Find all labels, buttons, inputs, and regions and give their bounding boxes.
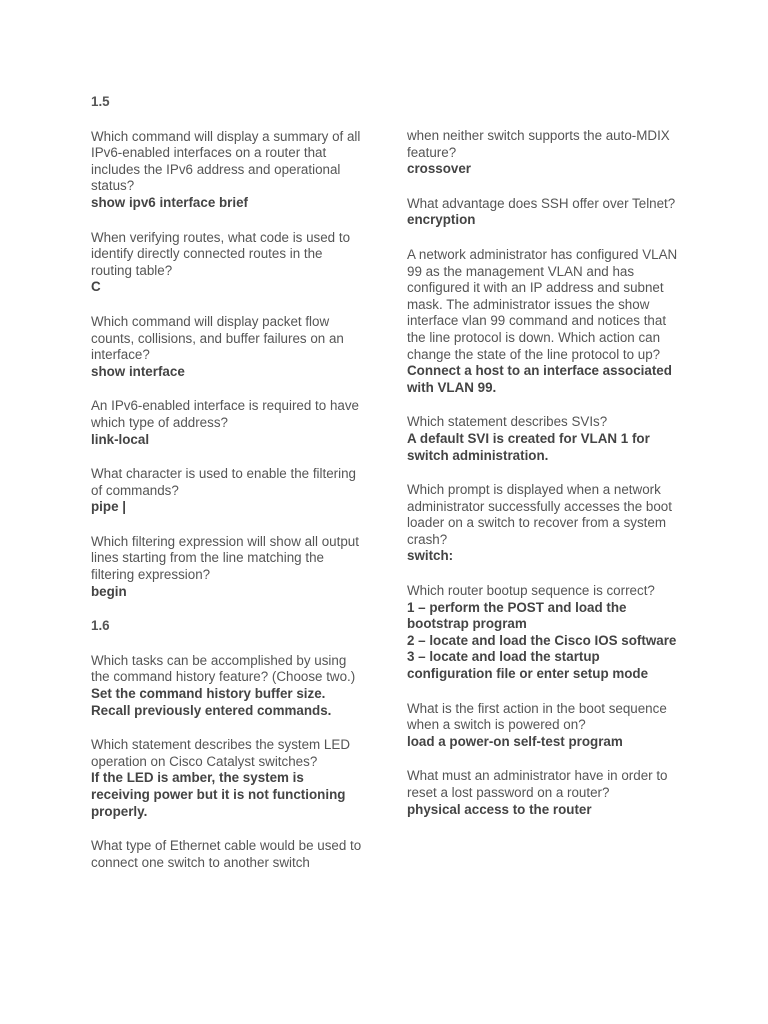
- answer-text: Connect a host to an interface associated with VLAN 99.: [407, 363, 672, 395]
- right-column: [407, 128, 683, 836]
- answer-text: link-local: [91, 431, 150, 447]
- answer-text: pipe |: [91, 499, 126, 515]
- qa-item: [407, 583, 683, 683]
- question-text: What advantage does SSH offer over Telnet?: [407, 195, 676, 211]
- qa-item: [407, 196, 683, 229]
- qa-item: [91, 737, 363, 820]
- question-text: Which statement describes SVIs?: [407, 414, 608, 430]
- question-text: Which filtering expression will show all output lines starting from the line matching the filtering expression?: [91, 533, 359, 583]
- answer-line: 2 – locate and load the Cisco IOS software: [407, 632, 677, 648]
- answer-text: C: [91, 279, 101, 295]
- answer-text: If the LED is amber, the system is receiving power but it is not functioning properly.: [91, 770, 346, 819]
- question-text: Which tasks can be accomplished by using the command history feature? (Choose two.): [91, 652, 356, 685]
- question-text: What type of Ethernet cable would be used to connect one switch to another switch: [91, 838, 362, 870]
- section-heading-1-6: 1.6: [91, 618, 110, 634]
- qa-item: [91, 398, 363, 448]
- answer-text: crossover: [407, 161, 472, 177]
- qa-item: [407, 768, 683, 818]
- question-text: What character is used to enable the filtering of commands?: [91, 466, 356, 498]
- answer-line: Recall previously entered commands.: [91, 702, 332, 718]
- qa-item: [407, 414, 683, 464]
- answer-line: 1 – perform the POST and load the bootstrap program: [407, 599, 627, 632]
- qa-item: [91, 230, 363, 296]
- qa-item: [91, 466, 363, 516]
- question-text: Which command will display packet flow counts, collisions, and buffer failures on an interface?: [91, 313, 344, 363]
- answer-text: begin: [91, 583, 127, 599]
- answer-text: [407, 600, 683, 683]
- question-text: A network administrator has configured VLAN 99 as the management VLAN and has configured it with an IP address and subnet mask. The administrator issues the show interface vlan 99 command and notices that the line protocol is down. Which action can change the state of the line protocol to up?: [407, 246, 678, 362]
- answer-text: show interface: [91, 363, 185, 379]
- question-text: Which statement describes the system LED operation on Cisco Catalyst switches?: [91, 737, 350, 769]
- qa-item: [407, 128, 683, 178]
- answer-text: [91, 686, 363, 719]
- qa-item: [407, 247, 683, 396]
- answer-text: A default SVI is created for VLAN 1 for switch administration.: [407, 430, 650, 463]
- left-column: [91, 94, 363, 889]
- question-text: Which router bootup sequence is correct?: [407, 583, 655, 599]
- qa-item: [91, 653, 363, 719]
- question-text: An IPv6-enabled interface is required to have which type of address?: [91, 398, 359, 430]
- question-text: What is the first action in the boot sequence when a switch is powered on?: [407, 700, 667, 733]
- question-text: When verifying routes, what code is used to identify directly connected routes in the routing table?: [91, 229, 351, 278]
- answer-line: Set the command history buffer size.: [91, 686, 326, 702]
- answer-text: show ipv6 interface brief: [91, 194, 249, 210]
- qa-item: [91, 838, 363, 871]
- question-text: Which command will display a summary of all IPv6-enabled interfaces on a router that includes the IPv6 address and operational status?: [91, 128, 361, 194]
- answer-text: switch:: [407, 548, 454, 564]
- qa-item: [91, 129, 363, 212]
- answer-text: load a power-on self-test program: [407, 733, 623, 749]
- answer-text: encryption: [407, 212, 476, 228]
- question-text: What must an administrator have in order to reset a lost password on a router?: [407, 768, 668, 800]
- answer-line: 3 – locate and load the startup configuration file or enter setup mode: [407, 649, 649, 682]
- question-text: when neither switch supports the auto-MDIX feature?: [407, 128, 670, 160]
- section-heading-1-5: 1.5: [91, 94, 110, 109]
- qa-item: [91, 314, 363, 380]
- qa-item: [407, 482, 683, 565]
- answer-text: physical access to the router: [407, 801, 592, 817]
- qa-item: [91, 534, 363, 600]
- qa-item: [407, 701, 683, 751]
- question-text: Which prompt is displayed when a network administrator successfully accesses the boot loader on a switch to recover from a system crash?: [407, 482, 672, 547]
